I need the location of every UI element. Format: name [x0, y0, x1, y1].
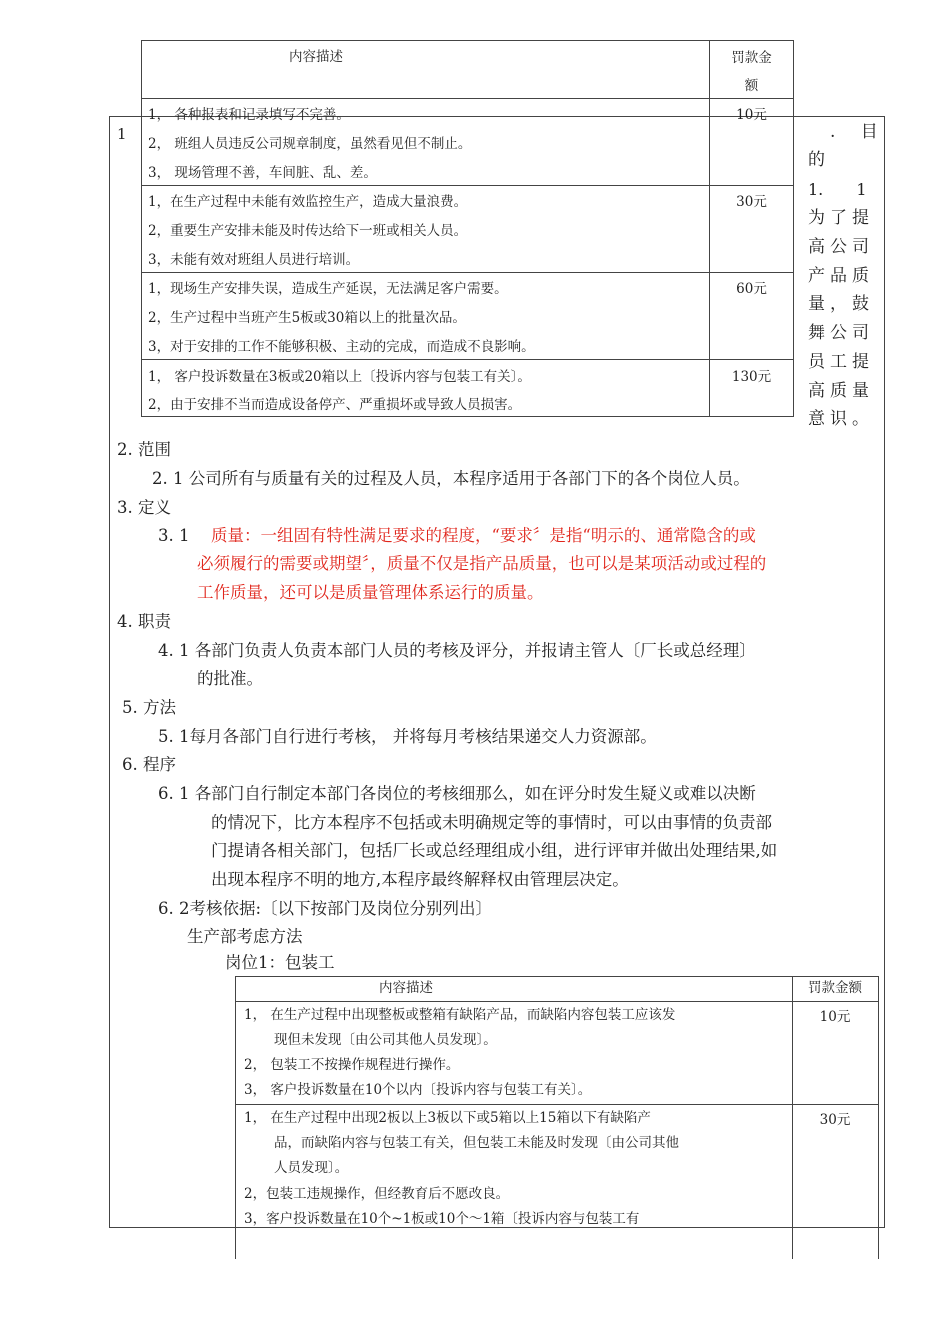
section-responsibility-text: 4. 1 各部门负责人负责本部门人员的考核及评分，并报请主管人〔厂长或总经理〕: [158, 641, 756, 660]
section-basis-text: 6. 2考核依据:〔以下按部门及岗位分别列出〕: [158, 899, 493, 918]
top-table-header-amount-2: 额: [744, 78, 759, 94]
list-item: 3，客户投诉数量在10个~1板或10个～1箱〔投诉内容与包装工有: [244, 1211, 640, 1227]
section-title-scope: 2. 范围: [117, 440, 171, 459]
section-method-text: 5. 1每月各部门自行进行考核， 并将每月考核结果递交人力资源部。: [158, 727, 657, 746]
list-item: 2，由于安排不当而造成设备停产、严重损坏或导致人员损害。: [148, 397, 522, 413]
penalty-amount: 10元: [819, 1009, 851, 1025]
section-title-method: 5. 方法: [122, 698, 176, 717]
purpose-number: 1. 1: [808, 180, 867, 199]
section-procedure-text-4: 出现本程序不明的地方,本程序最终解释权由管理层决定。: [211, 870, 629, 889]
section-definition-text-2: 必须履行的需要或期望〞，质量不仅是指产品质量，也可以是某项活动或过程的: [197, 554, 767, 573]
section-definition-number: 3. 1: [158, 526, 190, 545]
purpose-text: 舞公司: [808, 323, 874, 343]
penalty-amount: 10元: [736, 107, 767, 123]
list-item: 1， 各种报表和记录填写不完善。: [148, 107, 350, 123]
list-item: 3， 客户投诉数量在10个以内〔投诉内容与包装工有关〕。: [244, 1082, 592, 1098]
section-title-definition: 3. 定义: [117, 498, 171, 517]
left-number: 1: [117, 125, 127, 143]
department-title: 生产部考虑方法: [187, 927, 303, 946]
section-responsibility-text-2: 的批准。: [197, 669, 263, 688]
list-item: 人员发现〕。: [274, 1160, 349, 1176]
penalty-amount: 30元: [819, 1112, 851, 1128]
bottom-table-header-desc: 内容描述: [379, 980, 433, 996]
list-item: 2，重要生产安排未能及时传达给下一班或相关人员。: [148, 223, 468, 239]
list-item: 1， 客户投诉数量在3板或20箱以上〔投诉内容与包装工有关〕。: [148, 369, 531, 385]
section-procedure-text-3: 门提请各相关部门，包括厂长或总经理组成小组，进行评审并做出处理结果,如: [211, 841, 778, 860]
list-item: 2，生产过程中当班产生5板或30箱以上的批量次品。: [148, 310, 466, 326]
purpose-heading-2: 的: [808, 150, 825, 170]
list-item: 2，包装工违规操作，但经教育后不愿改良。: [244, 1186, 510, 1202]
list-item: 1， 在生产过程中出现2板以上3板以下或5箱以上15箱以下有缺陷产: [244, 1110, 651, 1126]
purpose-text: 量，鼓: [808, 294, 874, 314]
list-item: 2， 包装工不按操作规程进行操作。: [244, 1057, 460, 1073]
penalty-amount: 130元: [731, 369, 772, 385]
section-procedure-text-2: 的情况下，比方本程序不包括或未明确规定等的事情时，可以由事情的负责部: [211, 813, 772, 832]
list-item: 1， 在生产过程中出现整板或整箱有缺陷产品，而缺陷内容包装工应该发: [244, 1007, 676, 1023]
purpose-text: 意识。: [808, 409, 874, 429]
purpose-text: 员工提: [808, 352, 874, 372]
list-item: 1，现场生产安排失误，造成生产延误，无法满足客户需要。: [148, 281, 508, 297]
section-title-responsibility: 4. 职责: [117, 612, 171, 631]
list-item: 现但未发现〔由公司其他人员发现〕。: [274, 1032, 497, 1048]
purpose-text: 为了提: [808, 208, 874, 228]
top-table-header-desc: 内容描述: [289, 49, 343, 65]
purpose-text: 高公司: [808, 237, 874, 257]
list-item: 3， 现场管理不善，车间脏、乱、差。: [148, 165, 377, 181]
section-procedure-text: 6. 1 各部门自行制定本部门各岗位的考核细那么，如在评分时发生疑义或难以决断: [158, 784, 756, 803]
purpose-text: 产品质: [808, 266, 874, 286]
purpose-text: 高质量: [808, 381, 874, 401]
bottom-table-header-amount: 罚款金额: [808, 980, 862, 996]
section-title-procedure: 6. 程序: [122, 755, 176, 774]
section-definition-text-3: 工作质量，还可以是质量管理体系运行的质量。: [197, 583, 544, 602]
list-item: 3，对于安排的工作不能够积极、主动的完成，而造成不良影响。: [148, 339, 535, 355]
penalty-amount: 30元: [736, 194, 767, 210]
list-item: 品，而缺陷内容与包装工有关，但包装工未能及时发现〔由公司其他: [274, 1135, 679, 1151]
section-definition-text: 质量：一组固有特性满足要求的程度，“要求〞是指“明示的、通常隐含的或: [211, 526, 756, 545]
position-title: 岗位1：包装工: [225, 953, 335, 972]
list-item: 1，在生产过程中未能有效监控生产，造成大量浪费。: [148, 194, 468, 210]
list-item: 2， 班组人员违反公司规章制度，虽然看见但不制止。: [148, 136, 472, 152]
section-scope-text: 2. 1 公司所有与质量有关的过程及人员，本程序适用于各部门下的各个岗位人员。: [152, 469, 750, 488]
list-item: 3，未能有效对班组人员进行培训。: [148, 252, 360, 268]
top-table-header-amount: 罚款金: [731, 50, 772, 66]
purpose-heading: . 目: [830, 122, 878, 142]
penalty-amount: 60元: [736, 281, 767, 297]
